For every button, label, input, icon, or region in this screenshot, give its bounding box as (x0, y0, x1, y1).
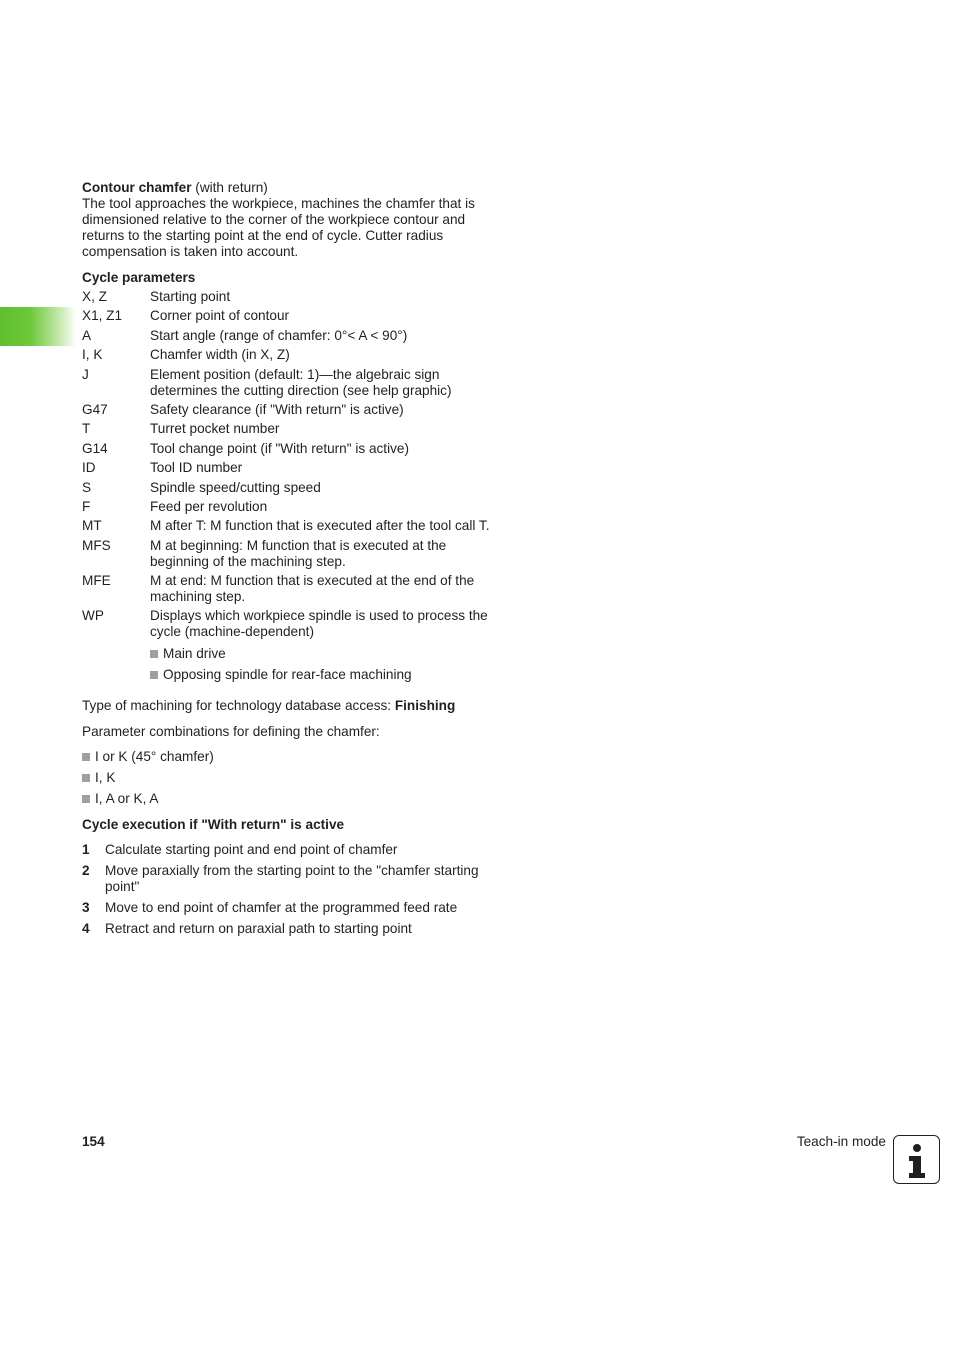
parameter-row (82, 367, 522, 399)
parameter-description (150, 308, 522, 324)
parameter-key: WP (82, 608, 104, 624)
parameter-description-line: M after T: M function that is executed after the tool call T. (150, 518, 490, 534)
step-text (105, 842, 397, 858)
parameter-description-line: cycle (machine-dependent) (150, 624, 314, 640)
parameter-description-line: Tool ID number (150, 460, 243, 476)
step-text-line: Calculate starting point and end point of chamfer (105, 842, 398, 858)
parameter-row (82, 538, 522, 570)
page-content (82, 180, 522, 942)
step-text-line: Retract and return on paraxial path to starting point (105, 921, 412, 937)
execution-step (82, 921, 522, 937)
parameter-row (82, 441, 522, 457)
step-number: 2 (82, 863, 90, 879)
parameter-description (150, 608, 522, 640)
combination-item (82, 770, 522, 786)
square-bullet-icon (150, 650, 158, 658)
mode-label: Teach-in mode (796, 1134, 886, 1149)
combination-label: I, K (95, 770, 116, 786)
parameter-description-line: Starting point (150, 289, 231, 304)
step-text-line: Move paraxially from the starting point to the "chamfer starting (105, 863, 479, 879)
info-icon (893, 1135, 940, 1184)
intro-line: dimensioned relative to the corner of the workpiece contour and (82, 212, 466, 227)
parameter-row (82, 460, 522, 476)
combination-label: I or K (45° chamfer) (95, 749, 214, 765)
parameter-row (82, 421, 522, 437)
parameter-key: A (82, 327, 92, 343)
combination-item (82, 749, 522, 765)
parameter-description-line: Chamfer width (in X, Z) (150, 347, 290, 363)
parameter-description-line: Turret pocket number (150, 421, 280, 437)
parameter-key: S (82, 479, 92, 495)
intro-line: compensation is taken into account. (82, 244, 299, 259)
technology-text: Type of machining for technology database access: (82, 698, 395, 714)
parameter-description-line: Corner point of contour (150, 308, 290, 324)
execution-step (82, 900, 522, 916)
parameter-description-line: Start angle (range of chamfer: 0°< A < 90°) (150, 327, 408, 343)
parameter-key: MFS (82, 537, 111, 553)
parameter-description-line: Safety clearance (if "With return" is active) (150, 401, 404, 417)
parameter-description (150, 421, 522, 437)
parameter-row (82, 328, 522, 344)
parameter-row (82, 347, 522, 363)
execution-step (82, 863, 522, 895)
parameter-key: G47 (82, 401, 108, 417)
step-text (105, 921, 412, 937)
square-bullet-icon (82, 774, 90, 782)
parameter-key: MFE (82, 573, 111, 589)
parameter-description (150, 518, 522, 534)
parameter-row (82, 518, 522, 534)
step-number: 3 (82, 900, 90, 916)
step-text (105, 900, 457, 916)
parameter-description-line: beginning of the machining step. (150, 553, 346, 569)
technology-line (82, 698, 522, 714)
parameter-key: T (82, 421, 91, 437)
parameter-row (82, 608, 522, 640)
intro-paragraph (82, 180, 522, 260)
parameter-description-line: determines the cutting direction (see help graphic) (150, 382, 452, 398)
intro-line: returns to the starting point at the end of cycle. Cutter radius (82, 228, 444, 243)
parameter-description-line: Element position (default: 1)—the algebraic sign (150, 366, 440, 382)
parameter-description (150, 573, 522, 605)
parameter-row (82, 289, 522, 305)
parameter-row (82, 573, 522, 605)
step-number: 1 (82, 842, 90, 858)
step-number: 4 (82, 921, 90, 937)
square-bullet-icon (82, 795, 90, 803)
intro-line: The tool approaches the workpiece, machines the chamfer that is (82, 196, 475, 211)
parameter-description (150, 289, 522, 305)
parameter-description (150, 402, 522, 418)
square-bullet-icon (82, 753, 90, 761)
combination-label: I, A or K, A (95, 791, 159, 807)
parameter-key: G14 (82, 440, 108, 456)
execution-steps (82, 842, 522, 937)
info-glyph (894, 1136, 938, 1182)
parameter-description-line: Spindle speed/cutting speed (150, 479, 321, 495)
step-text (105, 863, 479, 895)
parameter-description (150, 538, 522, 570)
page-number: 154 (82, 1134, 105, 1149)
parameter-description (150, 460, 522, 476)
wp-option (150, 667, 522, 683)
cycle-parameters-heading: Cycle parameters (82, 270, 196, 285)
parameter-row (82, 499, 522, 515)
parameter-description (150, 367, 522, 399)
step-text-line: Move to end point of chamfer at the programmed feed rate (105, 900, 458, 916)
parameter-key: X, Z (82, 289, 107, 304)
parameter-row (82, 480, 522, 496)
wp-option-label: Main drive (163, 646, 226, 662)
execution-step (82, 842, 522, 858)
parameter-row (82, 308, 522, 324)
parameter-description-line: M at beginning: M function that is executed at the (150, 537, 447, 553)
parameter-key: J (82, 366, 89, 382)
parameter-description (150, 480, 522, 496)
parameter-description (150, 441, 522, 457)
parameter-description-line: M at end: M function that is executed at the end of the (150, 573, 475, 589)
parameter-description-line: machining step. (150, 589, 246, 605)
parameter-description (150, 328, 522, 344)
wp-option-label: Opposing spindle for rear-face machining (163, 667, 412, 683)
parameter-description-line: Feed per revolution (150, 498, 268, 514)
parameter-description-line: Tool change point (if "With return" is active) (150, 440, 409, 456)
wp-option (150, 646, 522, 662)
section-tab-accent (0, 307, 76, 346)
parameter-description (150, 499, 522, 515)
parameter-description (150, 347, 522, 363)
wp-options (150, 646, 522, 683)
execution-heading: Cycle execution if "With return" is active (82, 817, 345, 833)
technology-value: Finishing (394, 698, 456, 714)
parameter-row (82, 402, 522, 418)
parameter-key: MT (82, 518, 102, 534)
parameter-list (82, 289, 522, 640)
combinations-intro: Parameter combinations for defining the chamfer: (82, 724, 380, 740)
intro-heading-suffix: (with return) (191, 180, 268, 195)
parameter-key: ID (82, 460, 96, 476)
parameter-description-line: Displays which workpiece spindle is used to process the (150, 608, 488, 624)
combinations-list (82, 749, 522, 807)
parameter-key: I, K (82, 347, 103, 363)
square-bullet-icon (150, 671, 158, 679)
combination-item (82, 791, 522, 807)
intro-heading: Contour chamfer (82, 180, 192, 195)
parameter-key: X1, Z1 (82, 308, 123, 324)
step-text-line: point" (105, 879, 140, 895)
parameter-key: F (82, 498, 91, 514)
